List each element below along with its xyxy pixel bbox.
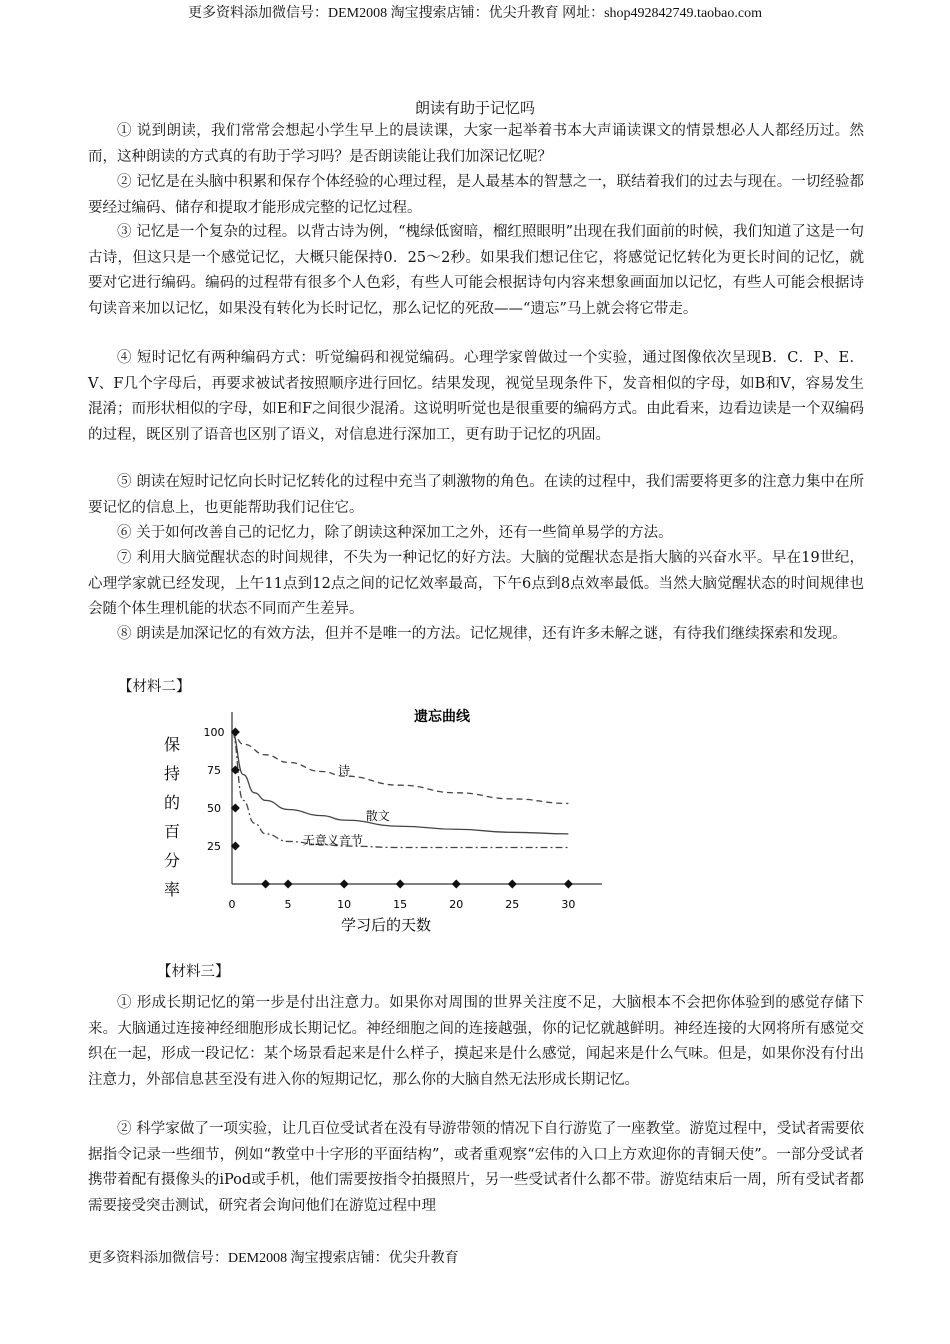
material3-label: 【材料三】: [157, 964, 230, 980]
diamond-marker: [396, 880, 405, 889]
forgetting-curve-chart: [150, 700, 620, 940]
x-tick-label: 30: [561, 898, 576, 911]
material3-paragraph-2: ② 科学家做了一项实验，让几百位受试者在没有导游带领的情况下自行游览了一座教堂。游览过程中，受试者需要依据指令记录一些细节，例如“教堂中十字形的平面结构”，或者重观察“宏伟的入口上方欢迎你的青铜天使”。一部分受试者携带着配有摄像头的iPod或手机，他们需要按指令拍摄照片，另一些受试者什么都不带。游览结束后一周，所有受试者都需要接受突击测试，研究者会询问他们在游览过程中理: [88, 1121, 864, 1214]
y-axis-label-char: 分: [163, 851, 181, 870]
y-axis-label-char: 保: [163, 735, 181, 754]
diamond-marker: [452, 880, 461, 889]
y-tick-label: 25: [207, 840, 221, 853]
series-line-solid: [232, 732, 568, 834]
y-tick-label: 100: [203, 726, 225, 739]
diamond-marker: [564, 880, 573, 889]
page-footer: 更多资料添加微信号：DEM2008 淘宝搜索店铺：优尖升教育: [88, 1251, 459, 1266]
paragraph-2: ② 记忆是在头脑中积累和保存个体经验的心理过程，是人最基本的智慧之一，联结着我们的过去与现在。一切经验都要经过编码、储存和提取才能形成完整的记忆过程。: [88, 174, 864, 216]
series-line-dashdot: [232, 732, 568, 848]
y-axis-label-char: 的: [163, 793, 181, 812]
y-tick-label: 50: [207, 802, 221, 815]
x-tick-label: 25: [505, 898, 520, 911]
paragraph-6: ⑥ 关于如何改善自己的记忆力，除了朗读这种深加工之外，还有一些简单易学的方法。: [117, 525, 673, 541]
paragraph-5: ⑤ 朗读在短时记忆向长时记忆转化的过程中充当了刺激物的角色。在读的过程中，我们需要将更多的注意力集中在所要记忆的信息上，也更能帮助我们记住它。: [88, 474, 864, 516]
series-label: 诗: [338, 763, 351, 778]
paragraph-1: ① 说到朗读，我们常常会想起小学生早上的晨读课，大家一起举着书本大声诵读课文的情景想必人人都经历过。然而，这种朗读的方式真的有助于学习吗？是否朗读能让我们加深记忆呢？: [88, 123, 864, 165]
material2-label: 【材料二】: [118, 679, 191, 695]
x-axis-label: 学习后的天数: [340, 916, 432, 934]
x-tick-label: 15: [393, 898, 408, 911]
diamond-marker: [340, 880, 349, 889]
series-line-dashed: [232, 732, 568, 803]
article-title: 朗读有助于记忆吗: [414, 99, 535, 117]
paragraph-8: ⑧ 朗读是加深记忆的有效方法，但并不是唯一的方法。记忆规律，还有许多未解之谜，有待我们继续探索和发现。: [117, 626, 847, 642]
x-tick-label: 20: [449, 898, 464, 911]
y-axis-label-char: 率: [163, 880, 181, 899]
material3-paragraph-1: ① 形成长期记忆的第一步是付出注意力。如果你对周围的世界关注度不足，大脑根本不会把你体验到的感觉存储下来。大脑通过连接神经细胞形成长期记忆。神经细胞之间的连接越强，你的记忆就越鲜明。神经连接的大网将所有感觉交织在一起，形成一段记忆：某个场景看起来是什么样子，摸起来是什么感觉，闻起来是什么气味。但是，如果你没有付出注意力，外部信息甚至没有进入你的短期记忆，那么你的大脑自然无法形成长期记忆。: [88, 995, 864, 1088]
x-tick-label: 5: [284, 898, 292, 911]
paragraph-7: ⑦ 利用大脑觉醒状态的时间规律，不失为一种记忆的好方法。大脑的觉醒状态是指大脑的兴奋水平。早在19世纪，心理学家就已经发现，上午11点到12点之间的记忆效率最高，下午6点到8点效率最低。当然大脑觉醒状态的时间规律也会随个体生理机能的状态不同而产生差异。: [88, 550, 864, 617]
x-tick-label: 10: [337, 898, 352, 911]
paragraph-4: ④ 短时记忆有两种编码方式：听觉编码和视觉编码。心理学家曾做过一个实验，通过图像依次呈现B．C．P、E．V、F几个字母后，再要求被试者按照顺序进行回忆。结果发现，视觉呈现条件下，发音相似的字母，如B和V，容易发生混淆；而形状相似的字母，如E和F之间很少混淆。这说明听觉也是很重要的编码方式。由此看来，边看边读是一个双编码的过程，既区别了语音也区别了语义，对信息进行深加工，更有助于记忆的巩固。: [88, 350, 864, 443]
chart-title: 遗忘曲线: [414, 709, 470, 725]
y-tick-label: 75: [207, 764, 221, 777]
diamond-marker: [508, 880, 517, 889]
y-axis-label-char: 持: [163, 764, 181, 783]
y-axis-label-char: 百: [163, 822, 181, 841]
diamond-marker: [284, 880, 293, 889]
diamond-marker: [261, 880, 270, 889]
series-label: 无意义音节: [302, 833, 363, 848]
page-header: 更多资料添加微信号：DEM2008 淘宝搜索店铺：优尖升教育 网址：shop492842749.taobao.com: [188, 6, 762, 21]
series-label: 散文: [365, 809, 390, 824]
x-tick-label: 0: [228, 898, 236, 911]
paragraph-3: ③ 记忆是一个复杂的过程。以背古诗为例，“槐绿低窗暗，榴红照眼明”出现在我们面前的时候，我们知道了这是一句古诗，但这只是一个感觉记忆，大概只能保持0．25～2秒。如果我们想记住它，将感觉记忆转化为更长时间的记忆，就要对它进行编码。编码的过程带有很多个人色彩，有些人可能会根据诗句内容来想象画面加以记忆，有些人可能会根据诗句读音来加以记忆，如果没有转化为长时记忆，那么记忆的死敌——“遗忘”马上就会将它带走。: [88, 224, 864, 317]
